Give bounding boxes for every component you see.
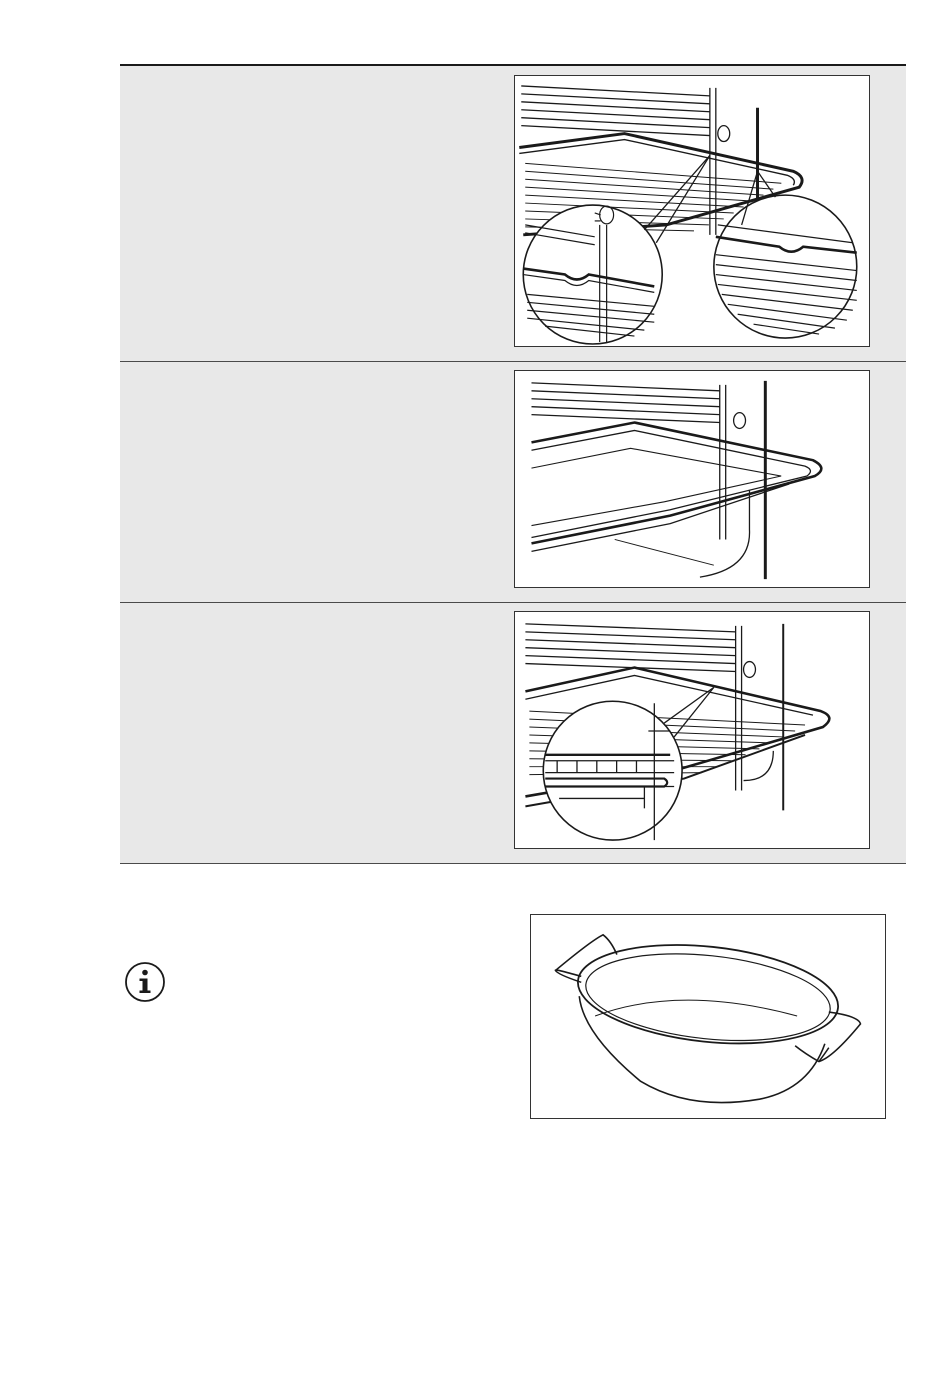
step-row-1 — [120, 66, 906, 362]
back-rail-lines — [525, 624, 735, 672]
step-row-2 — [120, 362, 906, 603]
back-rail-lines — [531, 383, 719, 423]
back-rail-lines — [521, 86, 710, 136]
info-icon — [124, 961, 166, 1003]
oven-wire-shelf-figure — [514, 75, 870, 347]
oven-shelf-and-tray-figure — [514, 611, 870, 849]
oven-baking-tray-figure — [514, 370, 870, 588]
instruction-steps-table — [120, 66, 906, 864]
roasting-dish-figure — [530, 914, 886, 1119]
step-row-3 — [120, 603, 906, 864]
